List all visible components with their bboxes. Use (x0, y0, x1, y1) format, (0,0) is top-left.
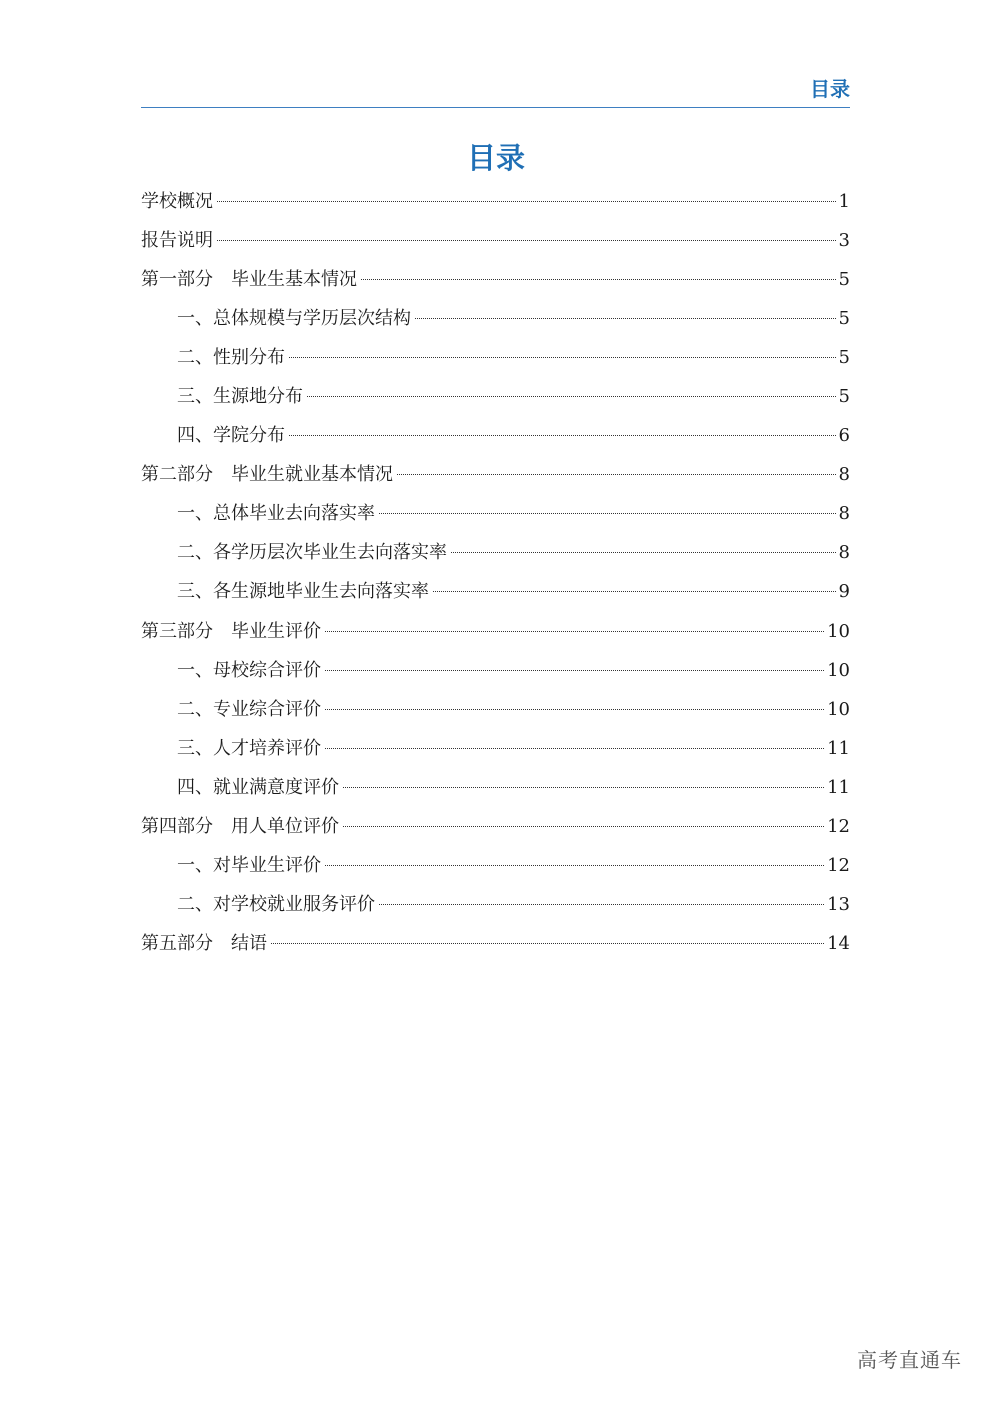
dot-leader (307, 395, 836, 397)
toc-entry-label: 二、对学校就业服务评价 (177, 893, 375, 915)
page-header (141, 76, 850, 108)
toc-entry-page-number: 6 (838, 425, 850, 447)
toc-entry-page-number: 5 (838, 347, 850, 369)
dot-leader (325, 747, 824, 749)
dot-leader (415, 317, 836, 319)
toc-entry[interactable] (141, 494, 850, 533)
dot-leader (343, 825, 824, 827)
toc-entry[interactable] (141, 182, 850, 221)
toc-entry-label: 一、总体规模与学历层次结构 (177, 308, 411, 330)
toc-entry[interactable] (141, 690, 850, 729)
toc-entry-label: 三、生源地分布 (177, 386, 303, 408)
dot-leader (289, 356, 836, 358)
dot-leader (361, 278, 836, 280)
toc-entry-page-number: 8 (838, 503, 850, 525)
toc-entry-label: 三、各生源地毕业生去向落实率 (177, 581, 429, 603)
dot-leader (217, 200, 836, 202)
dot-leader (289, 434, 836, 436)
toc-entry-page-number: 10 (827, 659, 850, 681)
toc-entry-label: 报告说明 (141, 230, 213, 252)
toc-entry[interactable] (141, 846, 850, 885)
dot-leader (379, 512, 836, 514)
dot-leader (325, 708, 824, 710)
toc-entry-label: 二、各学历层次毕业生去向落实率 (177, 542, 447, 564)
toc-entry-page-number: 10 (827, 620, 850, 642)
toc-entry-label: 二、专业综合评价 (177, 698, 321, 720)
dot-leader (451, 551, 836, 553)
dot-leader (397, 473, 836, 475)
toc-entry-label: 四、就业满意度评价 (177, 776, 339, 798)
toc-entry[interactable] (141, 572, 850, 611)
toc-entry-page-number: 5 (838, 308, 850, 330)
dot-leader (343, 786, 824, 788)
dot-leader (217, 239, 836, 241)
toc-entry[interactable] (141, 651, 850, 690)
dot-leader (433, 590, 836, 592)
toc-entry[interactable] (141, 885, 850, 924)
toc-entry-page-number: 5 (838, 269, 850, 291)
toc-entry[interactable] (141, 338, 850, 377)
toc-entry-page-number: 13 (827, 893, 850, 915)
toc-entry-page-number: 8 (838, 542, 850, 564)
toc-entry-label: 学校概况 (141, 191, 213, 212)
toc-entry-page-number: 14 (827, 932, 850, 954)
toc-entry-page-number: 8 (838, 464, 850, 486)
toc-entry-label: 一、对毕业生评价 (177, 854, 321, 876)
toc-title: 目录 (466, 141, 525, 175)
dot-leader (325, 630, 824, 632)
toc-entry-page-number: 11 (827, 776, 850, 798)
toc-entry-label: 一、母校综合评价 (177, 659, 321, 681)
toc-entry[interactable] (141, 416, 850, 455)
toc-entry[interactable] (141, 768, 850, 807)
watermark: 高考直通车 (857, 1348, 962, 1372)
toc-entry-label: 三、人才培养评价 (177, 737, 321, 759)
dot-leader (379, 903, 824, 905)
toc-entry-page-number: 12 (827, 815, 850, 837)
toc-entry[interactable] (141, 533, 850, 572)
dot-leader (271, 942, 824, 944)
toc-entry-label: 第二部分 毕业生就业基本情况 (141, 464, 393, 486)
toc-entry-page-number: 1 (838, 191, 850, 212)
toc-entry[interactable] (141, 455, 850, 494)
toc-entry-label: 四、学院分布 (177, 425, 285, 447)
toc-entry[interactable] (141, 377, 850, 416)
toc-entry[interactable] (141, 924, 850, 963)
toc-entry-label: 一、总体毕业去向落实率 (177, 503, 375, 525)
toc-entry-label: 第五部分 结语 (141, 932, 267, 954)
table-of-contents (141, 182, 850, 963)
toc-entry-page-number: 3 (838, 230, 850, 252)
toc-entry-label: 二、性别分布 (177, 347, 285, 369)
dot-leader (325, 669, 824, 671)
toc-entry[interactable] (141, 612, 850, 651)
toc-entry[interactable] (141, 221, 850, 260)
toc-entry-label: 第一部分 毕业生基本情况 (141, 269, 357, 291)
toc-entry[interactable] (141, 299, 850, 338)
toc-entry[interactable] (141, 260, 850, 299)
toc-entry-page-number: 12 (827, 854, 850, 876)
toc-entry-page-number: 5 (838, 386, 850, 408)
toc-entry[interactable] (141, 729, 850, 768)
dot-leader (325, 864, 824, 866)
toc-entry-page-number: 11 (827, 737, 850, 759)
toc-entry-page-number: 9 (838, 581, 850, 603)
toc-entry-page-number: 10 (827, 698, 850, 720)
toc-entry[interactable] (141, 807, 850, 846)
toc-entry-label: 第三部分 毕业生评价 (141, 620, 321, 642)
header-title: 目录 (810, 77, 850, 101)
toc-entry-label: 第四部分 用人单位评价 (141, 815, 339, 837)
